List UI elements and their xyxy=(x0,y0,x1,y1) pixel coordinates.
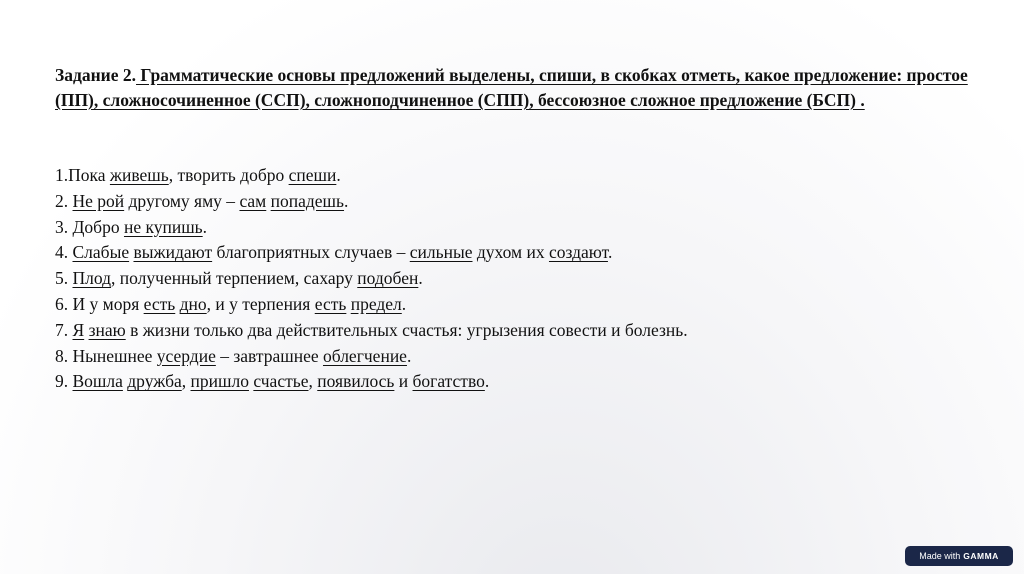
grammatical-basis-word: подобен xyxy=(357,268,419,289)
grammatical-basis-word: выжидают xyxy=(133,242,213,263)
sentence-text: , творить добро xyxy=(168,165,289,185)
sentence-text: 4. xyxy=(55,242,73,263)
task-label: Задание 2. xyxy=(55,65,137,85)
grammatical-basis-word: усердие xyxy=(156,345,216,366)
grammatical-basis-word: попадешь xyxy=(270,190,345,211)
sentence-text: . xyxy=(202,216,208,237)
sentence-line xyxy=(55,292,975,318)
sentence-text: . xyxy=(418,268,423,289)
grammatical-basis-word: богатство xyxy=(412,371,485,392)
grammatical-basis-word: Плод xyxy=(72,268,112,289)
sentence-line xyxy=(55,266,975,292)
sentence-text: . xyxy=(484,371,490,392)
grammatical-basis-word: знаю xyxy=(88,319,126,340)
gamma-logo: GAMMA xyxy=(963,551,999,561)
grammatical-basis-word: создают xyxy=(548,242,608,263)
sentence-text: 9. xyxy=(55,371,73,392)
grammatical-basis-word: Вошла xyxy=(72,371,123,392)
sentence-text: благоприятных случаев – xyxy=(212,242,410,263)
grammatical-basis-word: спеши xyxy=(288,165,337,185)
sentence-text: . xyxy=(344,190,349,211)
sentence-line xyxy=(55,318,975,344)
grammatical-basis-word: живешь xyxy=(109,165,169,185)
grammatical-basis-word: не купишь xyxy=(123,216,203,237)
sentence-text: 8. Нынешнее xyxy=(55,345,157,366)
sentence-text: 2. xyxy=(55,190,73,211)
sentence-text: , и у терпения xyxy=(206,293,315,314)
sentence-text: . xyxy=(607,242,613,263)
task-heading xyxy=(55,63,975,113)
sentence-text: 6. И у моря xyxy=(55,293,144,314)
sentence-line xyxy=(55,344,975,370)
sentence-line xyxy=(55,215,975,241)
made-with-gamma-badge[interactable] xyxy=(905,546,1013,566)
sentence-text: другому яму – xyxy=(124,190,240,211)
sentence-line xyxy=(55,163,975,189)
grammatical-basis-word: есть xyxy=(143,293,176,314)
grammatical-basis-word: Не рой xyxy=(72,190,125,211)
sentence-text: , полученный терпением, сахару xyxy=(111,268,358,289)
sentence-text: . xyxy=(336,165,341,185)
grammatical-basis-word: пришло xyxy=(190,371,249,392)
sentence-text: и xyxy=(394,371,413,392)
sentence-text: – завтрашнее xyxy=(215,345,323,366)
grammatical-basis-word: предел xyxy=(350,293,402,314)
sentence-text: , xyxy=(181,371,191,392)
sentence-line xyxy=(55,189,975,215)
sentence-line xyxy=(55,240,975,266)
sentence-text: 5. xyxy=(55,268,73,289)
sentence-text: 7. xyxy=(55,319,73,340)
sentence-text: . xyxy=(401,293,407,314)
grammatical-basis-word: сам xyxy=(239,190,267,211)
sentence-text: 3. Добро xyxy=(55,216,124,237)
grammatical-basis-word: Слабые xyxy=(72,242,130,263)
grammatical-basis-word: счастье xyxy=(253,371,309,392)
sentence-list xyxy=(55,163,975,395)
sentence-text: в жизни только два действительных счастья: угрызения совести и болезнь. xyxy=(125,319,688,340)
grammatical-basis-word: облегчение xyxy=(322,345,407,366)
grammatical-basis-word: Я xyxy=(72,319,85,340)
sentence-line xyxy=(55,369,975,395)
grammatical-basis-word: дно xyxy=(179,293,207,314)
sentence-text: . xyxy=(406,345,412,366)
sentence-text: духом их xyxy=(472,242,549,263)
grammatical-basis-word: есть xyxy=(314,293,347,314)
sentence-text: 1.Пока xyxy=(55,165,110,185)
sentence-text: , xyxy=(308,371,318,392)
grammatical-basis-word: сильные xyxy=(409,242,473,263)
grammatical-basis-word: дружба xyxy=(127,371,182,392)
grammatical-basis-word: появилось xyxy=(317,371,395,392)
badge-prefix: Made with xyxy=(919,551,961,561)
task-instruction: Грамматические основы предложений выделены, спиши, в скобках отметь, какое предложение: простое (ПП), сложносочиненное (ССП), сложноподчиненное (СПП), бессоюзное сложное предложение (БСП) . xyxy=(55,65,968,110)
